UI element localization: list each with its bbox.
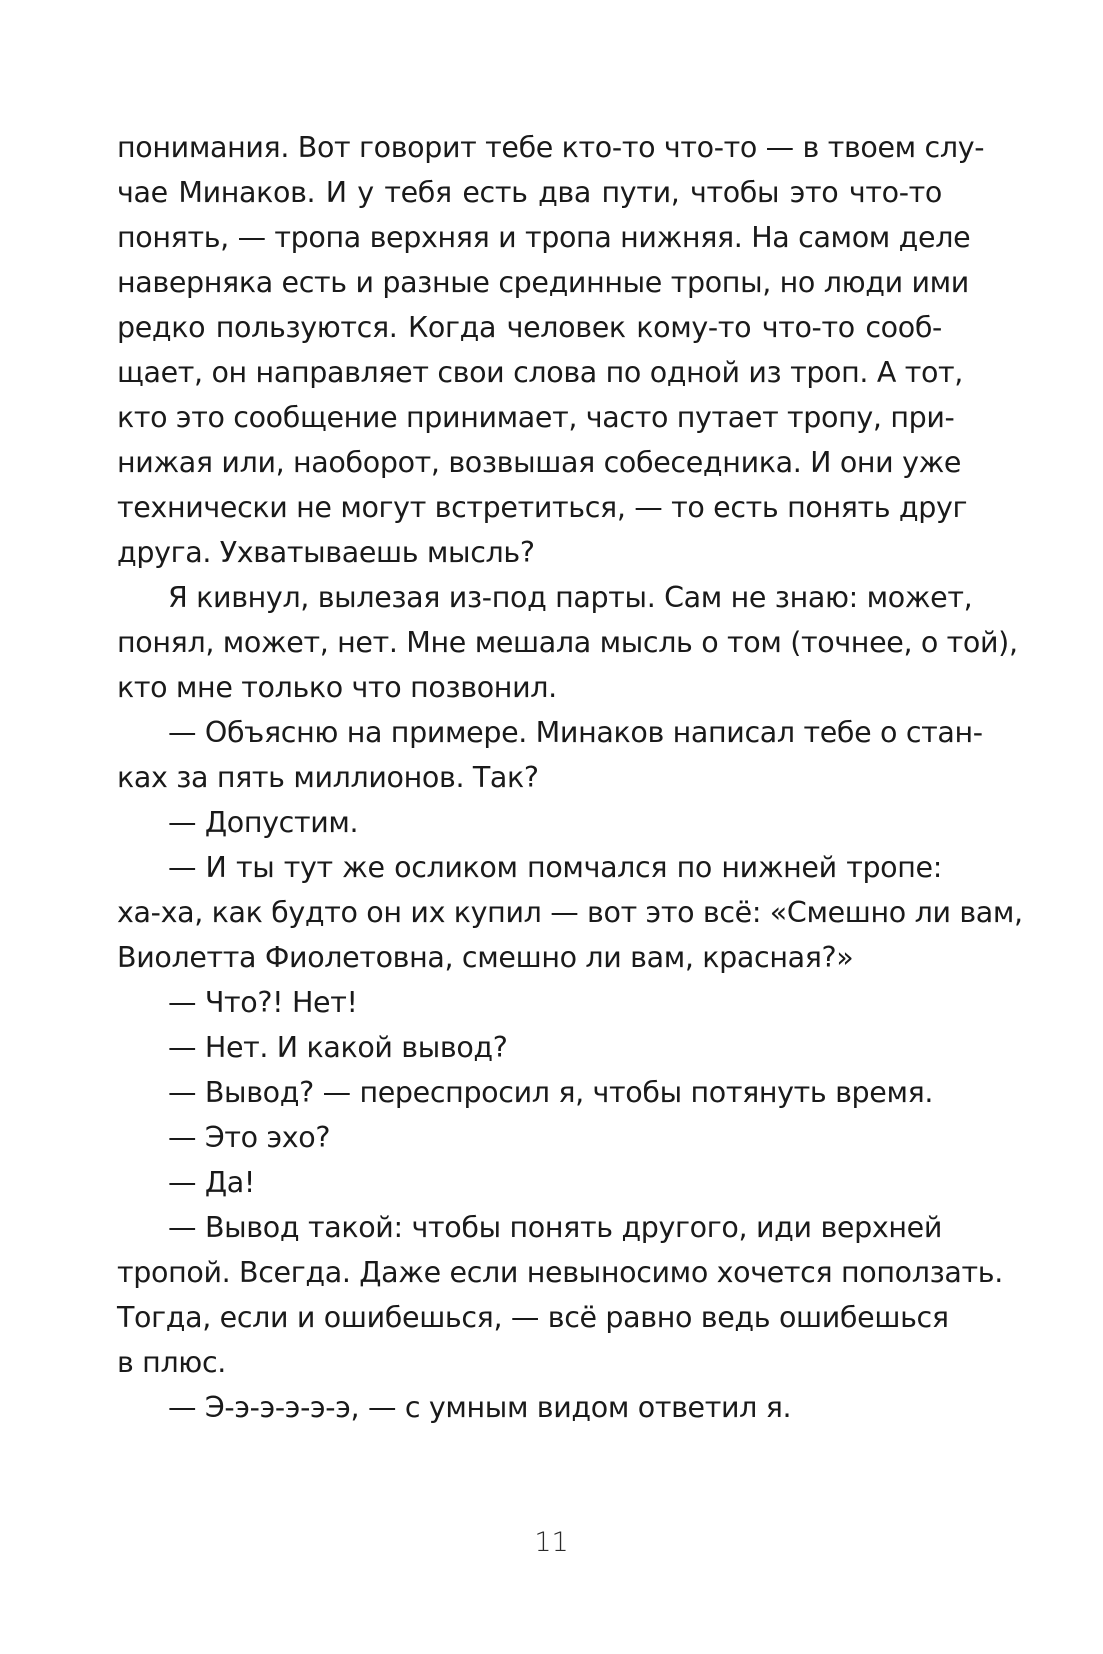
text-line: тропой. Всегда. Даже если невыносимо хочется поползать. [117,1256,1003,1289]
page-number: 11 [534,1527,569,1558]
text-line: — Да! [168,1166,255,1199]
text-line: в плюс. [117,1346,226,1379]
text-line: понимания. Вот говорит тебе кто-то что-то — в твоем слу- [117,131,985,164]
text-line: — Объясню на примере. Минаков написал тебе о стан- [168,716,983,749]
text-line: кто это сообщение принимает, часто путает тропу, при- [117,401,955,434]
text-line: Виолетта Фиолетовна, смешно ли вам, красная?» [117,941,854,974]
text-line: понять, — тропа верхняя и тропа нижняя. На самом деле [117,221,971,254]
text-line: — Что?! Нет! [168,986,358,1019]
text-line: чае Минаков. И у тебя есть два пути, чтобы это что-то [117,176,942,209]
text-line: Я кивнул, вылезая из-под парты. Сам не знаю: может, [168,581,973,614]
text-line: — Нет. И какой вывод? [168,1031,508,1064]
text-line: технически не могут встретиться, — то есть понять друг [117,491,968,524]
text-line: — Вывод такой: чтобы понять другого, иди верхней [168,1211,942,1244]
text-line: — Вывод? — переспросил я, чтобы потянуть время. [168,1076,934,1109]
text-line: кто мне только что позвонил. [117,671,557,704]
text-line: понял, может, нет. Мне мешала мысль о том (точнее, о той), [117,626,1018,659]
text-line: ках за пять миллионов. Так? [117,761,539,794]
text-line: — И ты тут же осликом помчался по нижней тропе: [168,851,942,884]
text-line: Тогда, если и ошибешься, — всё равно ведь ошибешься [117,1301,949,1334]
text-line: ха-ха, как будто он их купил — вот это всё: «Смешно ли вам, [117,896,1023,929]
text-line: — Это эхо? [168,1121,331,1154]
text-line: щает, он направляет свои слова по одной из троп. А тот, [117,356,964,389]
text-line: — Допустим. [168,806,359,839]
text-line: редко пользуются. Когда человек кому-то что-то сооб- [117,311,942,344]
text-line: наверняка есть и разные срединные тропы, но люди ими [117,266,969,299]
text-line: — Э-э-э-э-э-э, — с умным видом ответил я. [168,1391,792,1424]
body-text [117,125,1023,1430]
text-line: друга. Ухватываешь мысль? [117,536,535,569]
text-line: нижая или, наоборот, возвышая собеседника. И они уже [117,446,962,479]
